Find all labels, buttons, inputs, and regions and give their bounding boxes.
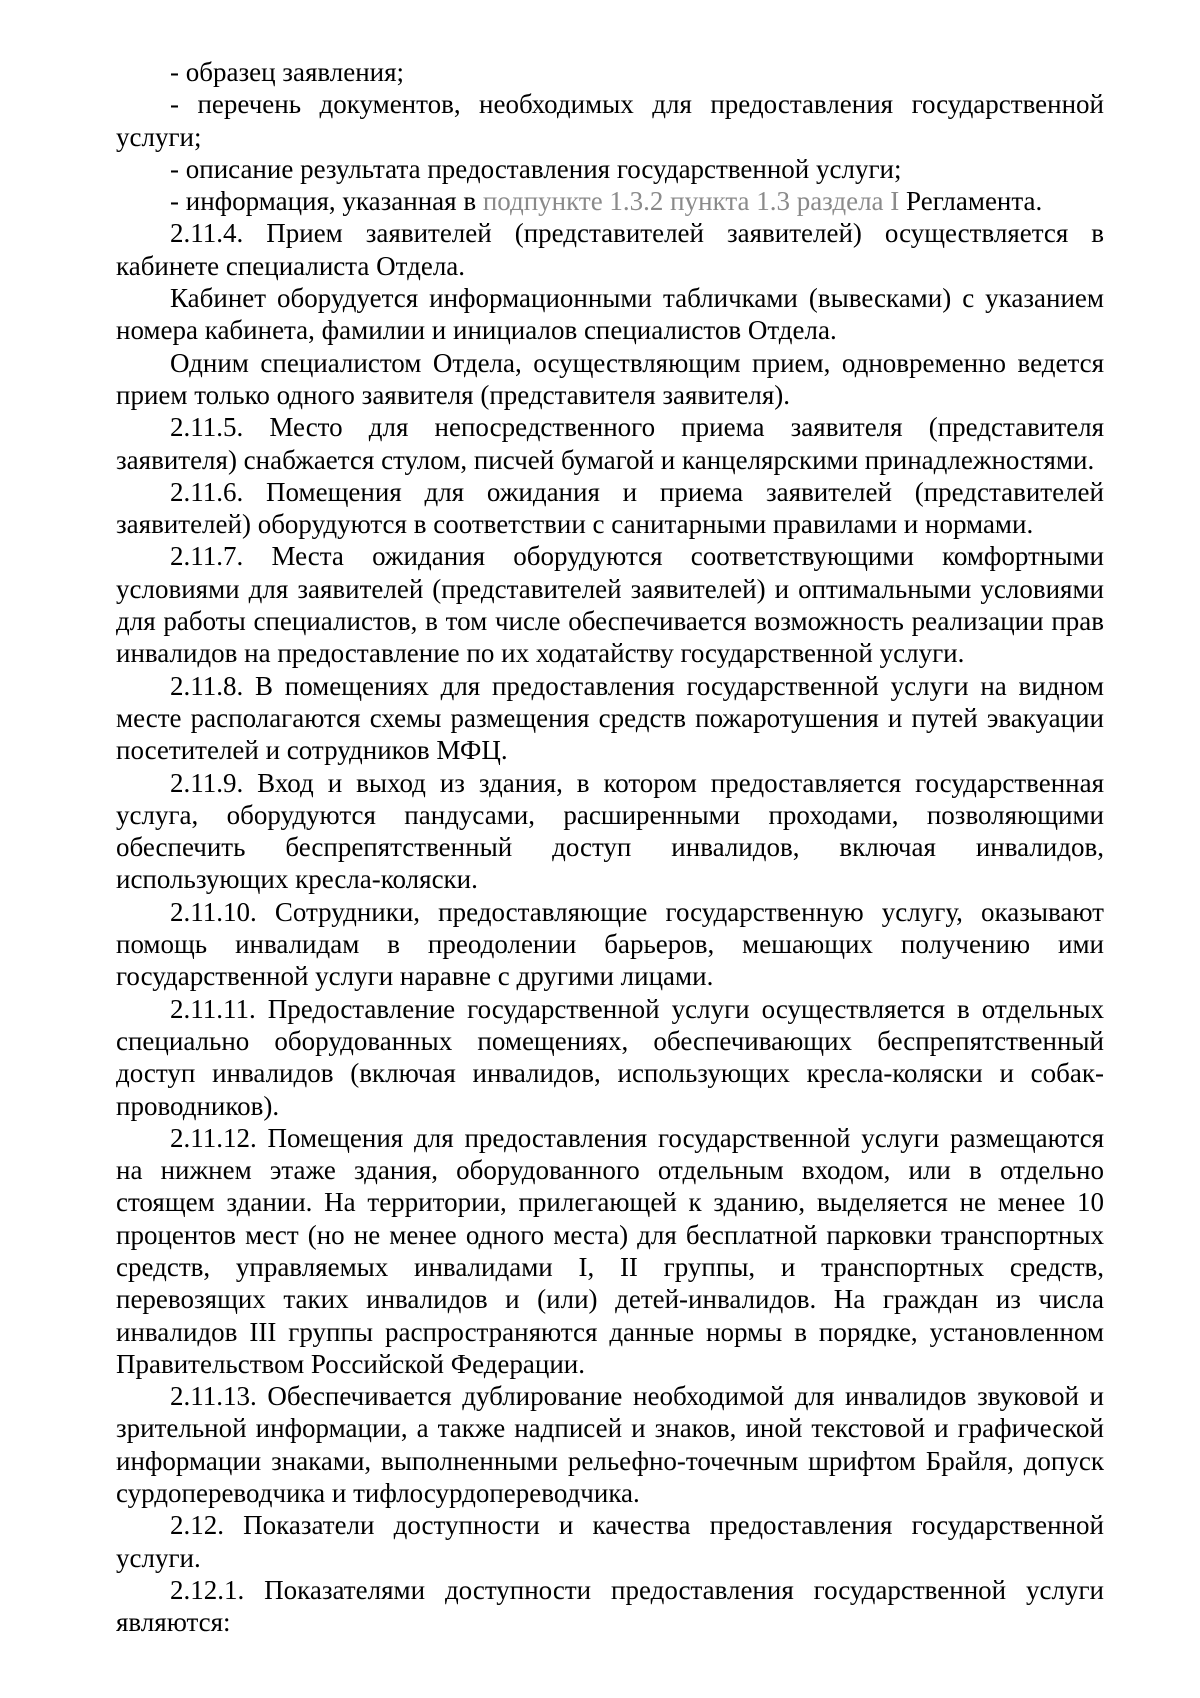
paragraph-2-11-13: 2.11.13. Обеспечивается дублирование необходимой для инвалидов звуковой и зрительной информации, а также надписей и знаков, иной текстовой и графической информации знаками, выполненными рельефно-точечным шрифтом Брайля, допуск сурдопереводчика и тифлосурдопереводчика.	[116, 1381, 1104, 1509]
paragraph-text: Регламента.	[899, 186, 1043, 217]
paragraph-single-applicant: Одним специалистом Отдела, осуществляющим прием, одновременно ведется прием только одного заявителя (представителя заявителя).	[116, 347, 1104, 410]
list-item-regulation-info	[116, 185, 1104, 217]
paragraph-cabinet-signs: Кабинет оборудуется информационными табличками (вывесками) с указанием номера кабинета, фамилии и инициалов специалистов Отдела.	[116, 283, 1104, 346]
paragraph-2-11-9: 2.11.9. Вход и выход из здания, в котором предоставляется государственная услуга, оборудуются пандусами, расширенными проходами, позволяющими обеспечить беспрепятственный доступ инвалидов, включая инвалидов, использующих кресла-коляски.	[116, 767, 1104, 895]
paragraph-2-12: 2.12. Показатели доступности и качества предоставления государственной услуги.	[116, 1510, 1104, 1573]
paragraph-2-11-10: 2.11.10. Сотрудники, предоставляющие государственную услугу, оказывают помощь инвалидам в преодолении барьеров, мешающих получению ими государственной услуги наравне с другими лицами.	[116, 896, 1104, 992]
document-page	[116, 56, 1104, 1639]
paragraph-2-11-12: 2.11.12. Помещения для предоставления государственной услуги размещаются на нижнем этаже здания, оборудованного отдельным входом, или в отдельно стоящем здании. На территории, прилегающей к зданию, выделяется не менее 10 процентов мест (но не менее одного места) для бесплатной парковки транспортных средств, управляемых инвалидами I, II группы, и транспортных средств, перевозящих таких инвалидов и (или) детей-инвалидов. На граждан из числа инвалидов III группы распространяются данные нормы в порядке, установленном Правительством Российской Федерации.	[116, 1122, 1104, 1379]
paragraph-2-11-6: 2.11.6. Помещения для ожидания и приема заявителей (представителей заявителей) оборудуются в соответствии с санитарными правилами и нормами.	[116, 476, 1104, 540]
paragraph-text: - информация, указанная в	[170, 186, 483, 217]
list-item-result-description: - описание результата предоставления государственной услуги;	[170, 153, 902, 184]
paragraph-2-11-8: 2.11.8. В помещениях для предоставления государственной услуги на видном месте располагаются схемы размещения средств пожаротушения и путей эвакуации посетителей и сотрудников МФЦ.	[116, 670, 1104, 766]
paragraph-2-11-5: 2.11.5. Место для непосредственного приема заявителя (представителя заявителя) снабжается стулом, писчей бумагой и канцелярскими принадлежностями.	[116, 412, 1104, 475]
list-item-application-sample: - образец заявления;	[170, 57, 405, 87]
regulation-section-link[interactable]: подпункте 1.3.2 пункта 1.3 раздела I	[482, 186, 900, 217]
list-item-documents-list: - перечень документов, необходимых для предоставления государственной услуги;	[116, 89, 1104, 152]
paragraph-2-11-7: 2.11.7. Места ожидания оборудуются соответствующими комфортными условиями для заявителей (представителей заявителей) и оптимальными условиями для работы специалистов, в том числе обеспечивается возможность реализации прав инвалидов на предоставление по их ходатайству государственной услуги.	[116, 541, 1104, 669]
paragraph-2-11-4: 2.11.4. Прием заявителей (представителей заявителей) осуществляется в кабинете специалиста Отдела.	[116, 218, 1104, 281]
paragraph-2-11-11: 2.11.11. Предоставление государственной услуги осуществляется в отдельных специально оборудованных помещениях, обеспечивающих беспрепятственный доступ инвалидов (включая инвалидов, использующих кресла-коляски и собак-проводников).	[116, 993, 1104, 1121]
paragraph-2-12-1: 2.12.1. Показателями доступности предоставления государственной услуги являются:	[116, 1574, 1104, 1638]
